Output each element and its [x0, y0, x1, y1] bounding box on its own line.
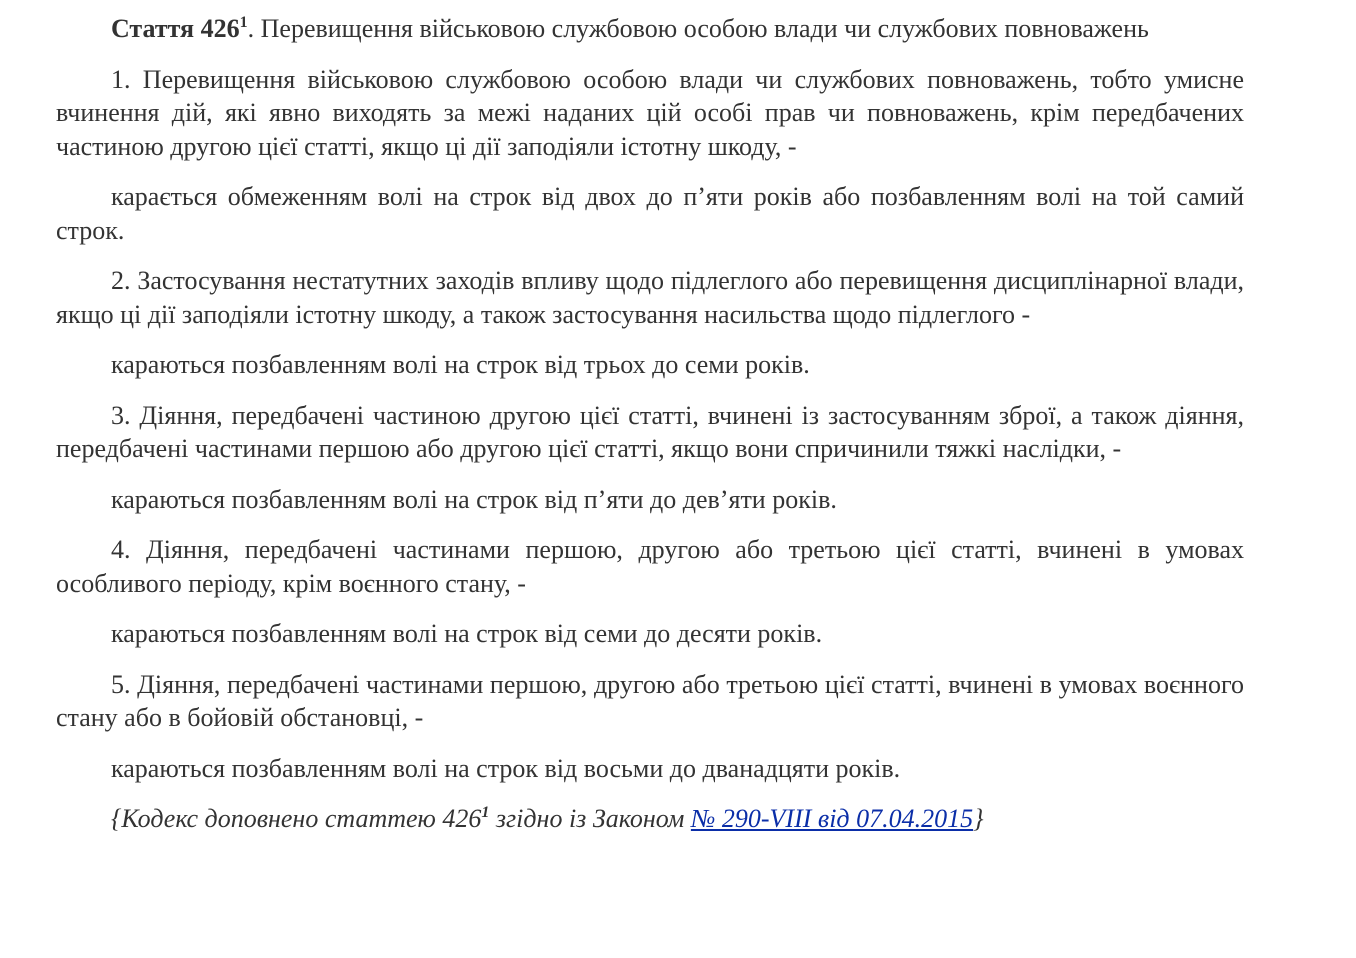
part-4-penalty: караються позбавленням волі на строк від семи до десяти років.	[111, 619, 823, 648]
note-prefix: {Кодекс доповнено статтею 426	[111, 804, 482, 833]
part-1-text: 1. Перевищення військовою службовою особою влади чи службових повноважень, тобто умисне вчинення дій, які явно виходять за межі наданих цій особі прав чи повноважень, крім передбачених частиною другою цієї статті, якщо ці дії заподіяли істотну шкоду, -	[56, 64, 1244, 161]
part-3-penalty: караються позбавленням волі на строк від п’яти до дев’яти років.	[111, 484, 837, 514]
law-link[interactable]: № 290-VIII від 07.04.2015	[690, 804, 974, 833]
part-3-text: 3. Діяння, передбачені частиною другою цієї статті, вчинені із застосуванням зброї, а також діяння, передбачені частинами першою або другою цієї статті, якщо вони спричинили тяжкі наслідки, -	[56, 400, 1244, 463]
note-superscript: 1	[481, 804, 490, 821]
article-heading	[56, 12, 1244, 46]
part-1-penalty: карається обмеженням волі на строк від двох до п’яти років або позбавленням волі на той самий строк.	[56, 182, 1244, 245]
amendment-note	[56, 802, 1244, 836]
part-5-text: 5. Діяння, передбачені частинами першою, другою або третьою цієї статті, вчинені в умовах воєнного стану або в бойовій обстановці, -	[56, 669, 1244, 732]
part-2-penalty: караються позбавленням волі на строк від трьох до семи років.	[111, 350, 810, 379]
article-number-superscript: 1	[239, 14, 248, 31]
part-4-text: 4. Діяння, передбачені частинами першою, другою або третьою цієї статті, вчинені в умовах особливого періоду, крім воєнного стану, -	[56, 535, 1244, 598]
part-2-text: 2. Застосування нестатутних заходів впливу щодо підлеглого або перевищення дисциплінарної влади, якщо ці дії заподіяли істотну шкоду, а також застосування насильства щодо підлеглого -	[56, 266, 1244, 329]
note-suffix: }	[973, 804, 984, 833]
article-number: Стаття 426	[111, 14, 240, 43]
part-5-penalty: караються позбавленням волі на строк від восьми до дванадцяти років.	[111, 753, 901, 783]
article-title: . Перевищення військовою службовою особою влади чи службових повноважень	[247, 14, 1149, 43]
note-middle: згідно із Законом	[489, 804, 691, 833]
